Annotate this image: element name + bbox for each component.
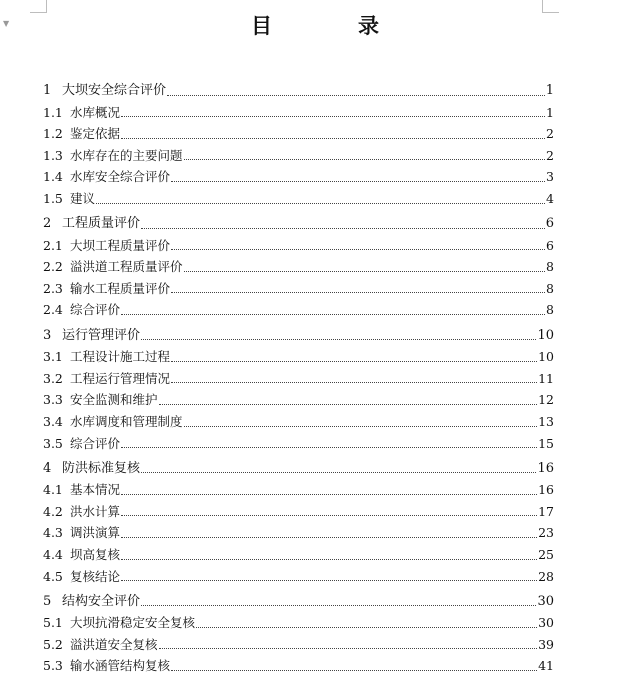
- toc-chapter-entry[interactable]: [43, 213, 554, 235]
- toc-dot-leader: [121, 313, 545, 315]
- toc-entry-label: 水库调度和管理制度: [70, 413, 183, 429]
- toc-section-entry[interactable]: [43, 299, 554, 321]
- toc-section-entry[interactable]: [43, 123, 554, 145]
- toc-dot-leader: [171, 291, 545, 293]
- toc-section-entry[interactable]: [43, 188, 554, 210]
- toc-page-number: 8: [546, 302, 554, 318]
- toc-section-entry[interactable]: [43, 102, 554, 124]
- toc-entry-label: 工程设计施工过程: [70, 349, 171, 365]
- toc-section-entry[interactable]: [43, 256, 554, 278]
- table-of-contents: [43, 80, 554, 677]
- toc-section-entry[interactable]: [43, 634, 554, 656]
- toc-entry-label: 输水工程质量评价: [70, 280, 171, 296]
- toc-entry-label: 结构安全评价: [62, 593, 141, 609]
- toc-entry-number: 2: [43, 216, 52, 232]
- toc-entry-label: 输水涵管结构复核: [70, 658, 171, 674]
- toc-entry-label: 水库安全综合评价: [70, 169, 171, 185]
- toc-dot-leader: [121, 493, 537, 495]
- toc-entry-label: 水库存在的主要问题: [70, 147, 183, 163]
- toc-section-entry[interactable]: [43, 522, 554, 544]
- toc-section-entry[interactable]: [43, 411, 554, 433]
- toc-entry-label: 工程质量评价: [62, 216, 141, 232]
- toc-section-entry[interactable]: [43, 433, 554, 455]
- toc-page-number: 13: [538, 413, 554, 429]
- toc-entry-number: 3.4: [43, 413, 63, 429]
- toc-page-number: 28: [538, 568, 554, 584]
- toc-dot-leader: [171, 669, 537, 671]
- toc-chapter-entry[interactable]: [43, 325, 554, 347]
- toc-entry-label: 水库概况: [70, 104, 121, 120]
- toc-entry-number: 5.1: [43, 615, 63, 631]
- toc-entry-label: 大坝安全综合评价: [62, 83, 167, 98]
- toc-page-number: 16: [538, 482, 554, 498]
- toc-entry-label: 复核结论: [70, 568, 121, 584]
- toc-section-entry[interactable]: [43, 145, 554, 167]
- toc-page-number: 6: [545, 216, 554, 232]
- toc-dot-leader: [196, 626, 537, 628]
- toc-page-number: 8: [546, 280, 554, 296]
- toc-section-entry[interactable]: [43, 278, 554, 300]
- toc-dot-leader: [171, 381, 537, 383]
- toc-chapter-entry[interactable]: [43, 591, 554, 613]
- toc-dot-leader: [141, 471, 536, 473]
- toc-entry-label: 工程运行管理情况: [70, 370, 171, 386]
- toc-entry-label: 调洪演算: [70, 525, 121, 541]
- toc-entry-number: 5.3: [43, 658, 63, 674]
- toc-chapter-entry[interactable]: [43, 458, 554, 480]
- toc-page-number: 2: [546, 147, 554, 163]
- toc-entry-label: 大坝抗滑稳定安全复核: [70, 615, 196, 631]
- toc-section-entry[interactable]: [43, 501, 554, 523]
- toc-dot-leader: [121, 137, 545, 139]
- toc-entry-label: 基本情况: [70, 482, 121, 498]
- toc-entry-number: 1: [43, 83, 52, 98]
- toc-page-number: 12: [538, 392, 554, 408]
- toc-entry-number: 2.4: [43, 302, 63, 318]
- toc-entry-label: 运行管理评价: [62, 327, 141, 343]
- toc-dot-leader: [184, 270, 546, 272]
- toc-dot-leader: [184, 158, 546, 160]
- toc-entry-label: 安全监测和维护: [70, 392, 158, 408]
- toc-section-entry[interactable]: [43, 479, 554, 501]
- toc-dot-leader: [141, 227, 545, 229]
- toc-section-entry[interactable]: [43, 655, 554, 677]
- collapse-caret-icon[interactable]: ▼: [3, 19, 10, 28]
- toc-section-entry[interactable]: [43, 368, 554, 390]
- toc-entry-number: 5: [43, 593, 52, 609]
- toc-title-char-1: 目: [251, 14, 272, 38]
- toc-entry-label: 综合评价: [70, 302, 121, 318]
- toc-entry-number: 3: [43, 327, 52, 343]
- toc-dot-leader: [121, 558, 537, 560]
- toc-entry-number: 4.2: [43, 503, 63, 519]
- toc-section-entry[interactable]: [43, 346, 554, 368]
- toc-entry-number: 3.1: [43, 349, 63, 365]
- toc-page-number: 39: [538, 636, 554, 652]
- toc-page-number: 10: [537, 327, 554, 343]
- toc-page-number: 17: [538, 503, 554, 519]
- toc-dot-leader: [121, 536, 537, 538]
- toc-dot-leader: [184, 425, 538, 427]
- toc-entry-label: 防洪标准复核: [62, 460, 141, 476]
- toc-dot-leader: [141, 338, 536, 340]
- toc-entry-label: 洪水计算: [70, 503, 121, 519]
- toc-page-number: 2: [546, 126, 554, 142]
- toc-page-number: 41: [538, 658, 554, 674]
- toc-section-entry[interactable]: [43, 166, 554, 188]
- toc-entry-label: 坝高复核: [70, 546, 121, 562]
- toc-entry-number: 4.1: [43, 482, 63, 498]
- toc-page-number: 1: [545, 83, 554, 98]
- toc-dot-leader: [141, 604, 536, 606]
- toc-page-number: 16: [537, 460, 554, 476]
- toc-entry-number: 4.4: [43, 546, 63, 562]
- toc-section-entry[interactable]: [43, 235, 554, 257]
- toc-dot-leader: [171, 360, 537, 362]
- toc-dot-leader: [167, 94, 545, 96]
- toc-entry-number: 1.2: [43, 126, 63, 142]
- toc-entry-number: 2.1: [43, 237, 63, 253]
- toc-dot-leader: [171, 180, 545, 182]
- toc-dot-leader: [121, 514, 537, 516]
- toc-entry-number: 4: [43, 460, 52, 476]
- toc-entry-label: 鉴定依据: [70, 126, 121, 142]
- toc-entry-number: 4.3: [43, 525, 63, 541]
- toc-entry-label: 溢洪道工程质量评价: [70, 259, 183, 275]
- toc-title-char-2: 录: [358, 14, 379, 38]
- toc-page-number: 11: [538, 370, 554, 386]
- toc-dot-leader: [159, 403, 538, 405]
- toc-entry-number: 2.3: [43, 280, 63, 296]
- toc-entry-number: 1.5: [43, 190, 63, 206]
- toc-page-number: 4: [546, 190, 554, 206]
- toc-entry-label: 溢洪道安全复核: [70, 636, 158, 652]
- toc-entry-number: 1.1: [43, 104, 63, 120]
- toc-entry-label: 建议: [70, 190, 96, 206]
- toc-chapter-entry[interactable]: [43, 80, 554, 102]
- toc-page-number: 30: [537, 593, 554, 609]
- toc-page-number: 25: [538, 546, 554, 562]
- toc-dot-leader: [171, 248, 545, 250]
- toc-section-entry[interactable]: [43, 389, 554, 411]
- toc-page-number: 30: [538, 615, 554, 631]
- toc-page-number: 1: [546, 104, 554, 120]
- toc-section-entry[interactable]: [43, 544, 554, 566]
- toc-page-number: 23: [538, 525, 554, 541]
- toc-dot-leader: [121, 115, 545, 117]
- toc-entry-number: 3.5: [43, 435, 63, 451]
- toc-section-entry[interactable]: [43, 566, 554, 588]
- toc-dot-leader: [121, 446, 537, 448]
- toc-entry-label: 综合评价: [70, 435, 121, 451]
- toc-dot-leader: [121, 579, 537, 581]
- toc-title: [0, 10, 630, 40]
- toc-dot-leader: [159, 647, 538, 649]
- toc-page-number: 6: [546, 237, 554, 253]
- toc-entry-number: 3.2: [43, 370, 63, 386]
- toc-entry-number: 3.3: [43, 392, 63, 408]
- toc-section-entry[interactable]: [43, 612, 554, 634]
- toc-entry-number: 1.4: [43, 169, 63, 185]
- toc-entry-number: 2.2: [43, 259, 63, 275]
- toc-entry-number: 1.3: [43, 147, 63, 163]
- toc-dot-leader: [96, 202, 545, 204]
- toc-entry-number: 5.2: [43, 636, 63, 652]
- toc-page-number: 10: [538, 349, 554, 365]
- toc-page-number: 3: [546, 169, 554, 185]
- toc-entry-number: 4.5: [43, 568, 63, 584]
- toc-page-number: 8: [546, 259, 554, 275]
- toc-entry-label: 大坝工程质量评价: [70, 237, 171, 253]
- toc-page-number: 15: [538, 435, 554, 451]
